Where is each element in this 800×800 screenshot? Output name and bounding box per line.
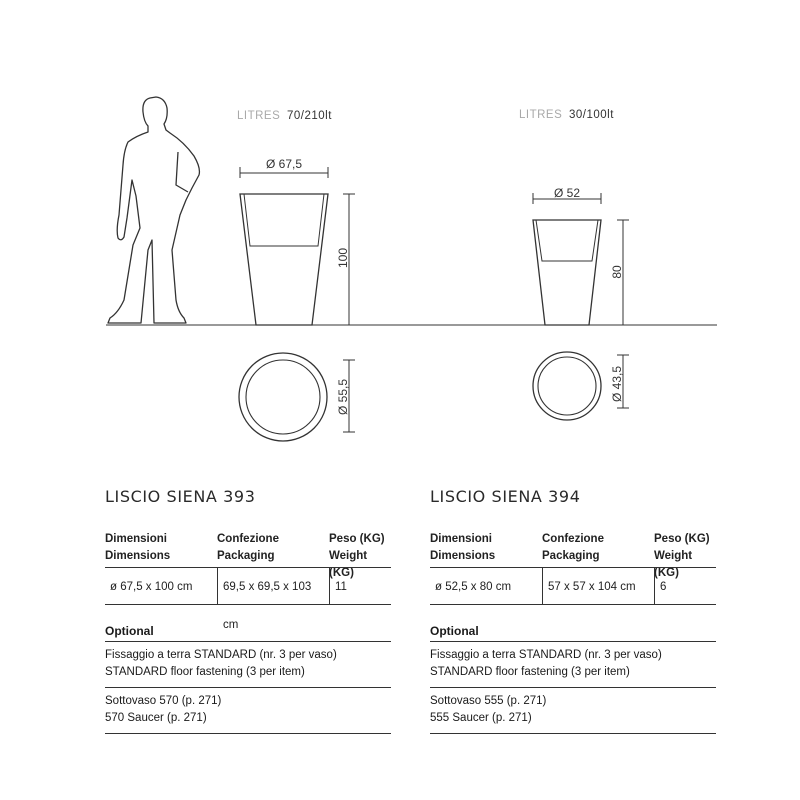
optional-item: [430, 641, 716, 687]
vase-393-litres: LITRES 70/210lt: [237, 110, 332, 122]
header-dimensions-it: Dimensioni: [430, 533, 492, 545]
optional-title: Optional: [105, 624, 154, 638]
header-packaging-it: Confezione: [542, 533, 604, 545]
header-packaging-it: Confezione: [217, 533, 279, 545]
optional-item-en: 555 Saucer (p. 271): [430, 712, 532, 724]
vase-393-side-view: [240, 167, 355, 325]
vase-394-base-diameter: Ø 43,5: [610, 365, 624, 403]
product-394: [430, 484, 716, 734]
header-packaging: [217, 528, 329, 567]
vase-393-height: 100: [336, 247, 350, 269]
optional-item-it: Fissaggio a terra STANDARD (nr. 3 per vaso): [430, 649, 662, 661]
optional-item-en: 570 Saucer (p. 271): [105, 712, 207, 724]
header-dimensions-it: Dimensioni: [105, 533, 167, 545]
header-weight-it: Peso (KG): [329, 533, 385, 545]
optional-item-it: Sottovaso 555 (p. 271): [430, 695, 547, 707]
spec-table: [430, 528, 716, 605]
header-packaging-en: Packaging: [542, 550, 600, 562]
header-dimensions-en: Dimensions: [430, 550, 496, 562]
header-weight-en: Weight (KG): [329, 550, 368, 579]
vase-393-base-diameter: Ø 55,5: [336, 378, 350, 416]
value-dimensions: ø 67,5 x 100 cm: [105, 567, 217, 605]
header-weight-it: Peso (KG): [654, 533, 710, 545]
human-silhouette: [108, 97, 199, 323]
product-393: [105, 484, 391, 734]
product-title: LISCIO SIENA 394: [430, 487, 581, 506]
header-weight: [329, 528, 391, 579]
value-dimensions: ø 52,5 x 80 cm: [430, 567, 542, 605]
optional-item: [430, 687, 716, 734]
value-weight: 6: [654, 567, 716, 605]
header-dimensions: [105, 528, 217, 567]
header-dimensions-en: Dimensions: [105, 550, 171, 562]
value-packaging: 57 x 57 x 104 cm: [542, 567, 654, 605]
optional-item: [105, 687, 391, 734]
optional-item-it: Fissaggio a terra STANDARD (nr. 3 per vaso): [105, 649, 337, 661]
optional-item: [105, 641, 391, 687]
header-weight-en: Weight (KG): [654, 550, 693, 579]
vase-394-height: 80: [610, 265, 624, 279]
vase-393-top-diameter: Ø 67,5: [265, 157, 303, 171]
header-dimensions: [430, 528, 542, 567]
header-weight: [654, 528, 716, 579]
value-weight: 11: [329, 567, 391, 605]
header-packaging-en: Packaging: [217, 550, 275, 562]
optional-item-it: Sottovaso 570 (p. 271): [105, 695, 222, 707]
optional-title: Optional: [430, 624, 479, 638]
vase-394-litres: LITRES 30/100lt: [519, 109, 614, 121]
optional-item-en: STANDARD floor fastening (3 per item): [105, 666, 305, 678]
value-packaging: 69,5 x 69,5 x 103 cm: [217, 567, 329, 605]
product-title: LISCIO SIENA 393: [105, 487, 256, 506]
vase-394-top-diameter: Ø 52: [553, 186, 581, 200]
optional-item-en: STANDARD floor fastening (3 per item): [430, 666, 630, 678]
vase-394-side-view: [533, 193, 629, 325]
header-packaging: [542, 528, 654, 567]
